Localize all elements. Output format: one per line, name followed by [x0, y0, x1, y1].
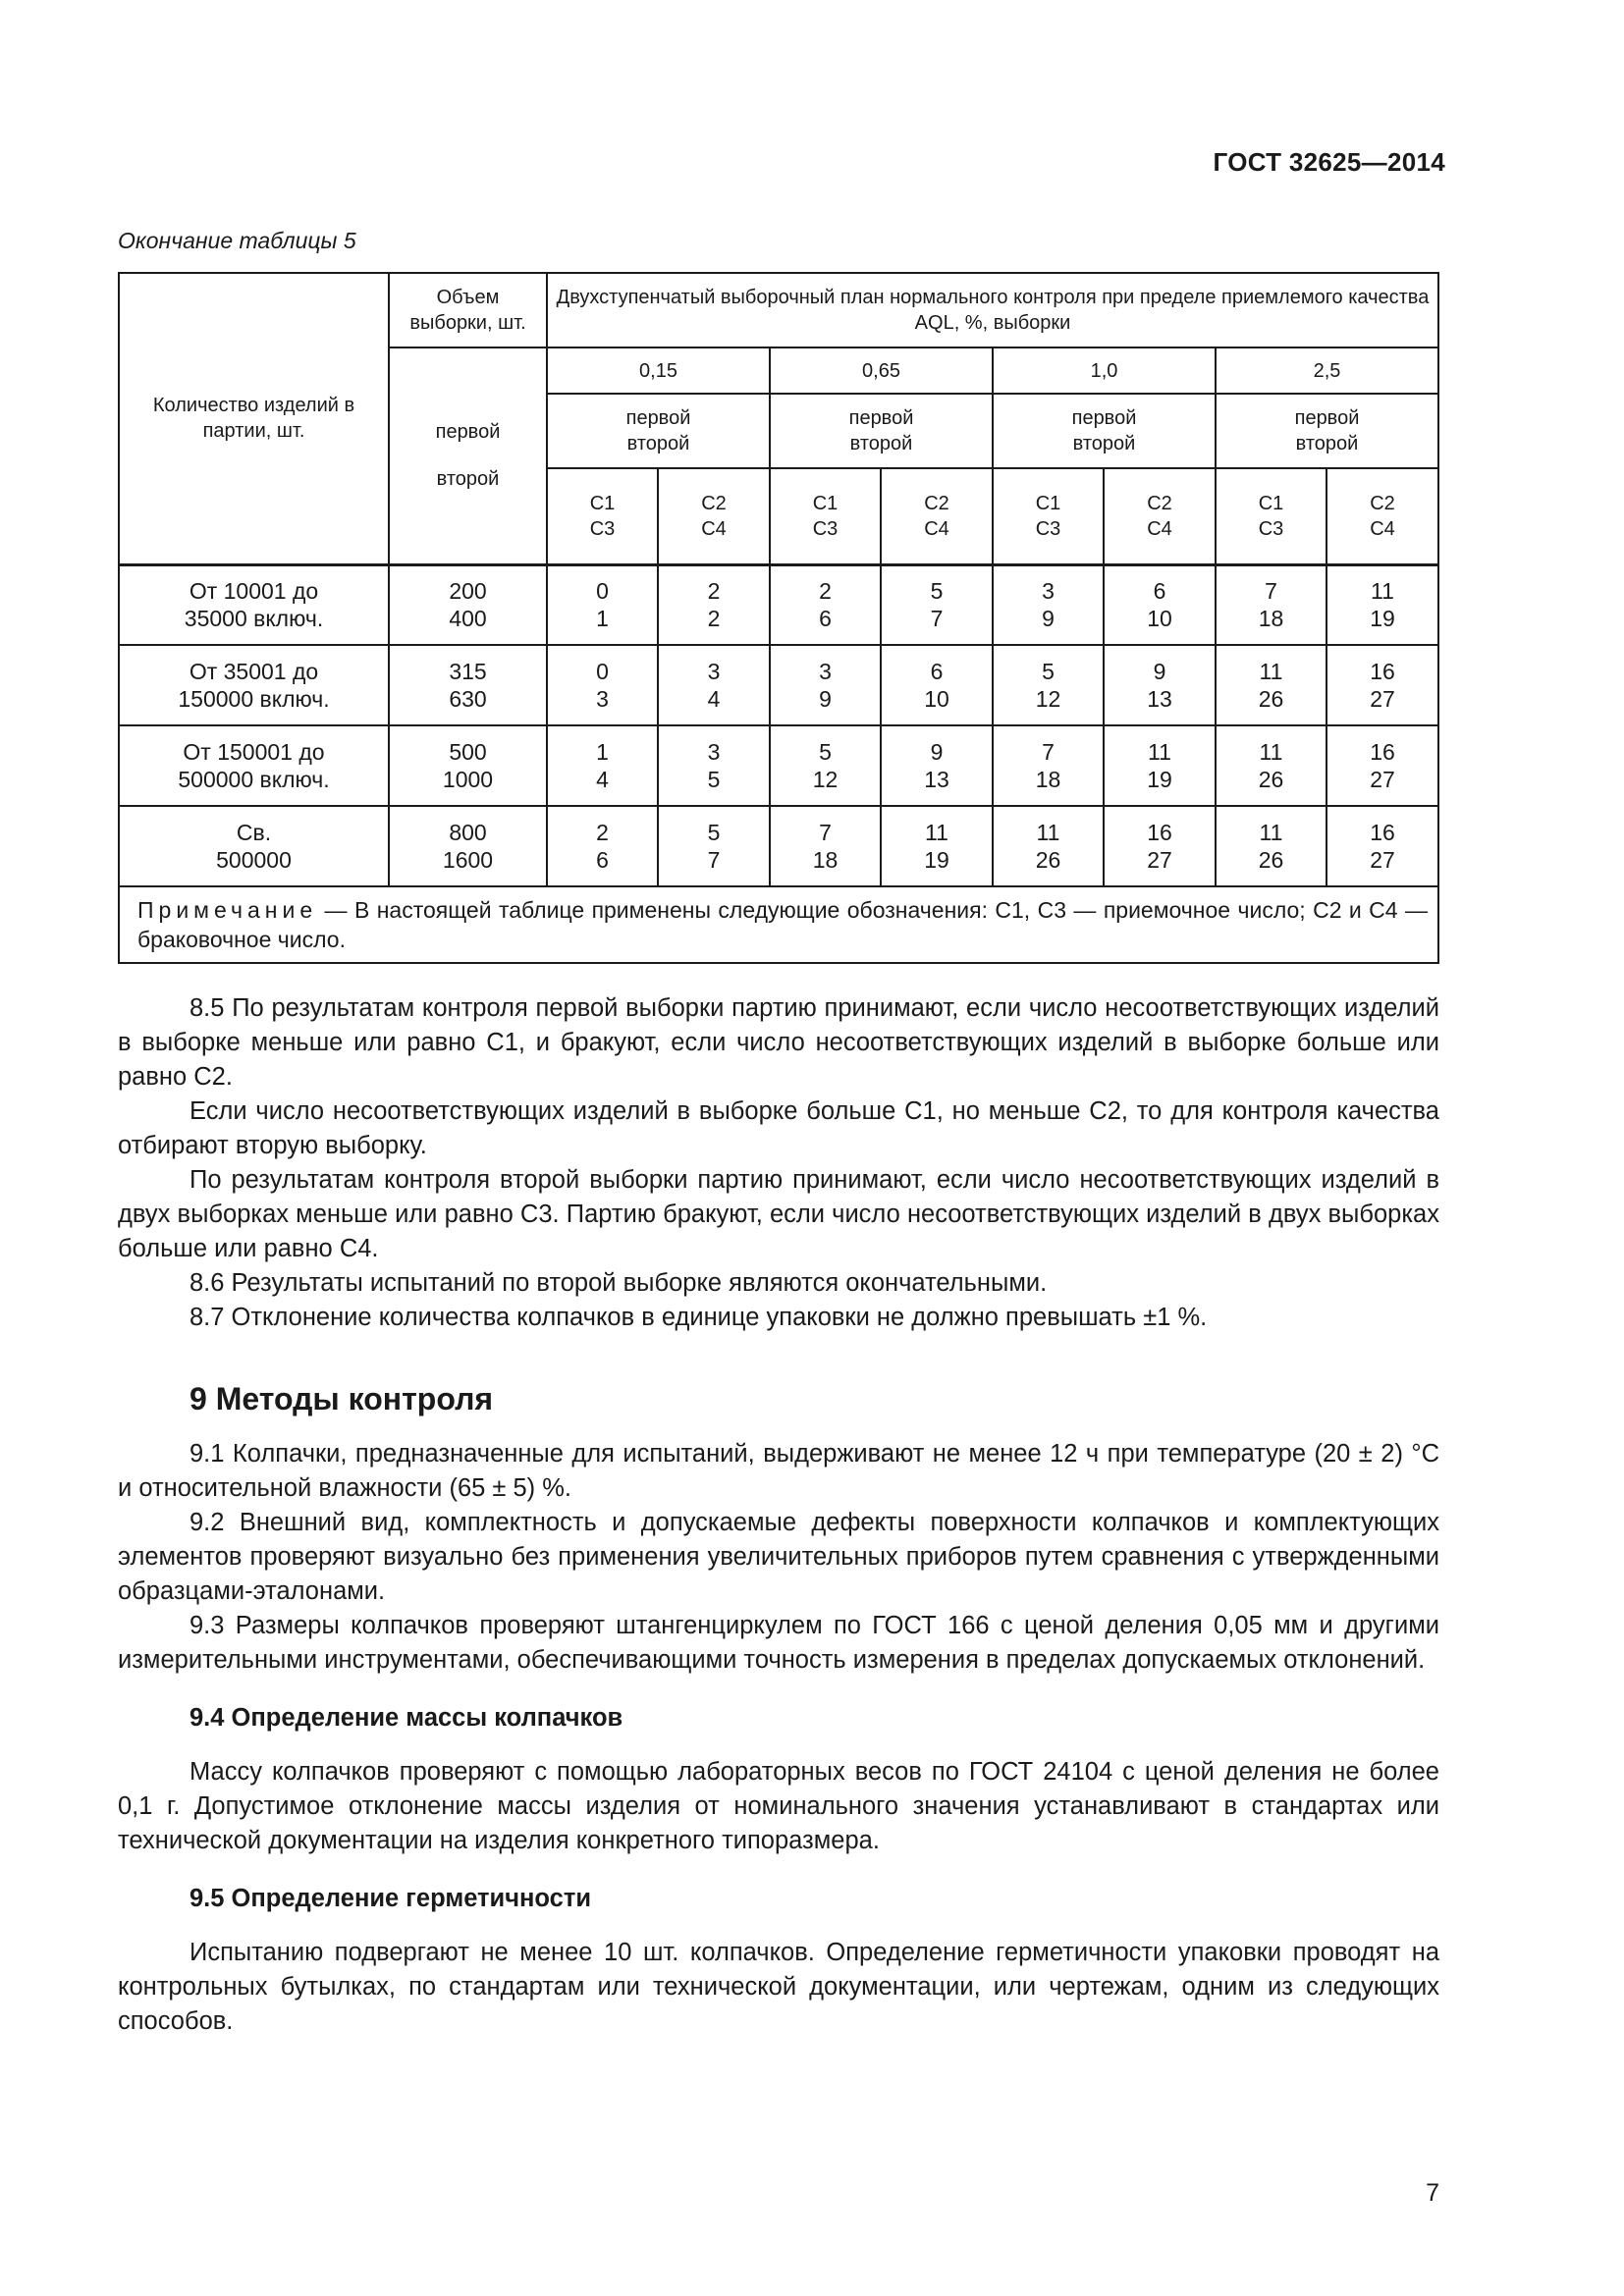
table-row: [119, 725, 1438, 806]
cell-line: От 35001 до: [189, 659, 319, 684]
cell-line: 2: [707, 606, 721, 632]
table-row: [119, 806, 1438, 886]
cell-line: 11: [1371, 578, 1394, 605]
value-cell: [547, 725, 658, 806]
cell-line: 18: [1035, 767, 1061, 792]
criterion-c2: C2: [1370, 492, 1395, 514]
cell-line: 19: [1370, 606, 1395, 632]
value-cell: [993, 806, 1104, 886]
value-cell: [547, 806, 658, 886]
sample-order-header: [547, 394, 770, 468]
cell-line: 10: [1147, 606, 1172, 632]
criterion-c3: C3: [1035, 517, 1061, 540]
paragraph-9-5: Испытанию подвергают не менее 10 шт. колпачков. Определение герметичности упаковки проводят на контрольных бутылках, по стандартам или технической документации, или чертежам, одним из следующих способов.: [118, 1939, 1439, 2035]
cell-line: От 10001 до: [189, 578, 319, 605]
cell-line: 6: [819, 606, 832, 632]
cell-line: 18: [1258, 606, 1284, 632]
label-second: второй: [436, 468, 500, 491]
cell-line: 6: [596, 847, 609, 873]
aql-header: 1,0: [993, 347, 1216, 394]
subsection-9-5-heading: 9.5 Определение герметичности: [189, 1885, 591, 1912]
criterion-c4: C4: [924, 517, 949, 540]
aql-header: 0,65: [770, 347, 993, 394]
paragraph-8-7: 8.7 Отклонение количества колпачков в единице упаковки не должно превышать ±1 %.: [189, 1304, 1208, 1331]
value-cell: [1326, 806, 1438, 886]
sample-size-cell: [389, 645, 547, 725]
value-cell: [1326, 725, 1438, 806]
value-cell: [993, 564, 1104, 645]
body-text: [118, 991, 1439, 2039]
cell-line: 400: [449, 606, 487, 632]
cell-line: 7: [1265, 578, 1277, 605]
cell-line: 9: [930, 739, 944, 765]
cell-line: 16: [1147, 820, 1172, 845]
header-lot-quantity: Количество изделий в партии, шт.: [119, 273, 389, 564]
document-header: ГОСТ 32625—2014: [1213, 147, 1445, 177]
cell-line: 2: [819, 578, 832, 605]
value-cell: [1216, 564, 1326, 645]
label-first: первой: [1071, 407, 1137, 429]
cell-line: 630: [449, 686, 487, 712]
sample-order-header: [1216, 394, 1438, 468]
sample-size-cell: [389, 564, 547, 645]
lot-range-cell: [119, 564, 389, 645]
cell-line: 7: [819, 820, 832, 845]
value-cell: [547, 564, 658, 645]
value-cell: [881, 564, 993, 645]
table-caption: Окончание таблицы 5: [118, 228, 356, 253]
value-cell: [993, 725, 1104, 806]
cell-line: 315: [449, 659, 487, 684]
cell-line: 200: [449, 578, 487, 605]
cell-line: 3: [1042, 578, 1055, 605]
header-sampling-plan: Двухступенчатый выборочный план нормального контроля при пределе приемлемого качества AQL, %, выборки: [547, 273, 1438, 347]
cell-line: 3: [596, 686, 609, 712]
label-first: первой: [435, 421, 501, 444]
cell-line: 11: [1259, 820, 1283, 845]
value-cell: [770, 564, 881, 645]
criterion-c4: C4: [701, 517, 727, 540]
cell-line: 7: [930, 606, 944, 632]
value-cell: [1104, 725, 1216, 806]
lot-range-cell: [119, 806, 389, 886]
cell-line: 27: [1370, 847, 1395, 873]
table-note-row: [119, 886, 1438, 963]
criterion-c1: C1: [1035, 492, 1061, 514]
cell-line: 19: [1147, 767, 1172, 792]
cell-line: 500000: [216, 847, 292, 873]
criterion-c4: C4: [1147, 517, 1172, 540]
criterion-c1: C1: [812, 492, 839, 514]
header-first-second: [389, 347, 547, 564]
cell-line: 10: [924, 686, 949, 712]
cell-line: 6: [1153, 578, 1166, 605]
criterion-c2: C2: [701, 492, 727, 514]
cell-line: 26: [1258, 847, 1284, 873]
lot-range-cell: [119, 725, 389, 806]
cell-line: 5: [819, 739, 832, 765]
paragraph-8-5: 8.5 По результатам контроля первой выборки партию принимают, если число несоответствующих изделий в выборке меньше или равно C1, и бракуют, если число несоответствующих изделий в выборке больше или равно C2.: [118, 994, 1439, 1091]
value-cell: [658, 806, 770, 886]
value-cell: [658, 564, 770, 645]
value-cell: [1326, 645, 1438, 725]
cell-line: 7: [707, 847, 721, 873]
cell-line: 5: [930, 578, 944, 605]
criterion-c3: C3: [1258, 517, 1284, 540]
sampling-plan-table: [118, 272, 1439, 964]
cell-line: 0: [596, 578, 609, 605]
aql-header: 0,15: [547, 347, 770, 394]
value-cell: [1216, 725, 1326, 806]
cell-line: 26: [1258, 767, 1284, 792]
sample-size-cell: [389, 725, 547, 806]
subsection-9-4-heading: 9.4 Определение массы колпачков: [189, 1704, 623, 1732]
paragraph-9-1: 9.1 Колпачки, предназначенные для испытаний, выдерживают не менее 12 ч при температуре (20 ± 2) °С и относительной влажности (65 ± 5) %.: [118, 1440, 1439, 1502]
cell-line: 1600: [442, 847, 494, 873]
cell-line: 500: [449, 739, 487, 765]
cell-line: 27: [1370, 767, 1395, 792]
criterion-header: [1326, 468, 1438, 564]
cell-line: 5: [707, 767, 721, 792]
cell-line: 3: [707, 739, 721, 765]
cell-line: 11: [1259, 739, 1283, 765]
cell-line: 2: [596, 820, 609, 845]
value-cell: [547, 645, 658, 725]
cell-line: 6: [930, 659, 944, 684]
paragraph-9-4: Массу колпачков проверяют с помощью лабораторных весов по ГОСТ 24104 с ценой деления не более 0,1 г. Допустимое отклонение массы изделия от номинального значения устанавливают в стандартах или технической документации на изделия конкретного типоразмера.: [118, 1758, 1439, 1854]
cell-line: 3: [819, 659, 832, 684]
value-cell: [658, 725, 770, 806]
value-cell: [881, 725, 993, 806]
cell-line: 12: [812, 767, 839, 792]
cell-line: 11: [1036, 820, 1060, 845]
value-cell: [770, 725, 881, 806]
criterion-c3: C3: [589, 517, 616, 540]
paragraph-8-5-second-sample: Если число несоответствующих изделий в выборке больше C1, но меньше C2, то для контроля качества отбирают вторую выборку.: [118, 1097, 1439, 1159]
lot-range-cell: [119, 645, 389, 725]
cell-line: 27: [1147, 847, 1172, 873]
cell-line: 11: [1259, 659, 1283, 684]
cell-line: 9: [1042, 606, 1055, 632]
cell-line: 16: [1370, 659, 1395, 684]
value-cell: [1216, 806, 1326, 886]
aql-header: 2,5: [1216, 347, 1438, 394]
label-first: первой: [1294, 407, 1360, 429]
criterion-c3: C3: [812, 517, 839, 540]
cell-line: 27: [1370, 686, 1395, 712]
criterion-header: [1104, 468, 1216, 564]
cell-line: 1: [596, 739, 609, 765]
cell-line: 800: [449, 820, 487, 845]
value-cell: [1326, 564, 1438, 645]
cell-line: 16: [1370, 739, 1395, 765]
criterion-c4: C4: [1370, 517, 1395, 540]
cell-line: 150000 включ.: [178, 686, 330, 712]
cell-line: 9: [819, 686, 832, 712]
paragraph-9-2: 9.2 Внешний вид, комплектность и допускаемые дефекты поверхности колпачков и комплектующих элементов проверяют визуально без применения увеличительных приборов путем сравнения с утвержденными образцами-эталонами.: [118, 1509, 1439, 1605]
cell-line: 1: [596, 606, 609, 632]
paragraph-8-5-second-result: По результатам контроля второй выборки партию принимают, если число несоответствующих изделий в двух выборках меньше или равно C3. Партию бракуют, если число несоответствующих изделий в двух выборках больше или равно C4.: [118, 1166, 1439, 1262]
label-second: второй: [1072, 433, 1136, 454]
label-second: второй: [1295, 433, 1359, 454]
cell-line: 4: [596, 767, 609, 792]
cell-line: 13: [1147, 686, 1172, 712]
label-second: второй: [849, 433, 913, 454]
cell-line: 5: [707, 820, 721, 845]
value-cell: [1104, 645, 1216, 725]
cell-line: 11: [925, 820, 948, 845]
label-first: первой: [625, 407, 691, 429]
cell-line: 1000: [442, 767, 494, 792]
cell-line: 5: [1042, 659, 1055, 684]
criterion-header: [1216, 468, 1326, 564]
cell-line: 9: [1153, 659, 1166, 684]
criterion-c2: C2: [924, 492, 949, 514]
criterion-c2: C2: [1147, 492, 1172, 514]
value-cell: [1104, 806, 1216, 886]
label-first: первой: [848, 407, 914, 429]
criterion-c1: C1: [1258, 492, 1284, 514]
cell-line: 16: [1370, 820, 1395, 845]
cell-line: 35000 включ.: [184, 606, 324, 632]
cell-line: 26: [1035, 847, 1061, 873]
value-cell: [881, 806, 993, 886]
sample-order-header: [770, 394, 993, 468]
value-cell: [1216, 645, 1326, 725]
cell-line: 3: [707, 659, 721, 684]
criterion-header: [993, 468, 1104, 564]
cell-line: 18: [812, 847, 839, 873]
cell-line: 26: [1258, 686, 1284, 712]
criterion-header: [881, 468, 993, 564]
cell-line: 0: [596, 659, 609, 684]
value-cell: [770, 806, 881, 886]
criterion-c1: C1: [589, 492, 616, 514]
criterion-header: [547, 468, 658, 564]
sample-order-header: [993, 394, 1216, 468]
cell-line: 12: [1035, 686, 1061, 712]
cell-line: 500000 включ.: [178, 767, 330, 792]
label-second: второй: [626, 433, 690, 454]
value-cell: [658, 645, 770, 725]
paragraph-9-3: 9.3 Размеры колпачков проверяют штангенциркулем по ГОСТ 166 с ценой деления 0,05 мм и другими измерительными инструментами, обеспечивающими точность измерения в пределах допускаемых отклонений.: [118, 1612, 1439, 1674]
value-cell: [1104, 564, 1216, 645]
cell-line: 11: [1148, 739, 1171, 765]
sample-size-cell: [389, 806, 547, 886]
table-row: [119, 645, 1438, 725]
value-cell: [770, 645, 881, 725]
cell-line: Св.: [236, 820, 272, 845]
page-number: 7: [1426, 2179, 1439, 2207]
criterion-header: [658, 468, 770, 564]
header-sample-size: Объем выборки, шт.: [389, 273, 547, 347]
value-cell: [881, 645, 993, 725]
table-row: [119, 564, 1438, 645]
note-text: — В настоящей таблице применены следующие обозначения: C1, C3 — приемочное число; C2 и C4 — браковочное число.: [137, 897, 1428, 952]
cell-line: 7: [1042, 739, 1055, 765]
paragraph-8-6: 8.6 Результаты испытаний по второй выборке являются окончательными.: [189, 1269, 1048, 1297]
note-label: Примечание: [137, 897, 318, 923]
criterion-header: [770, 468, 881, 564]
cell-line: 19: [924, 847, 949, 873]
value-cell: [993, 645, 1104, 725]
table-note: [119, 886, 1438, 963]
section-9-heading: 9 Методы контроля: [189, 1381, 494, 1416]
cell-line: 4: [707, 686, 721, 712]
cell-line: От 150001 до: [183, 739, 325, 765]
cell-line: 13: [924, 767, 949, 792]
cell-line: 2: [707, 578, 721, 605]
